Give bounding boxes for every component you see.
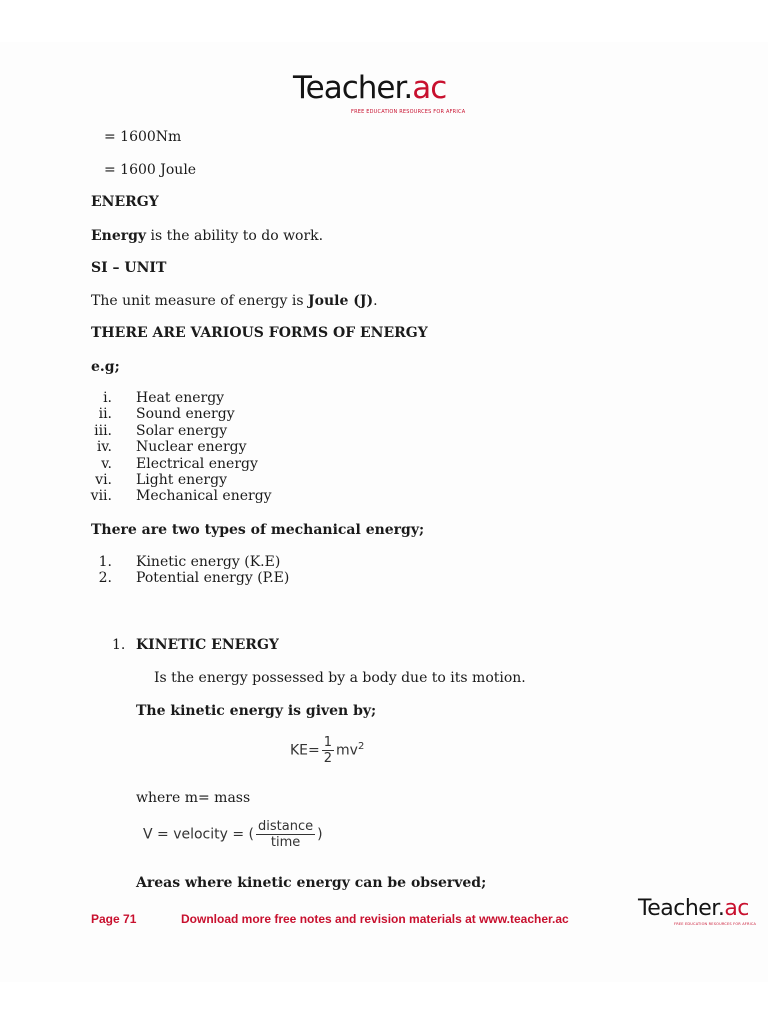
areas-heading: Areas where kinetic energy can be observed; bbox=[136, 875, 487, 891]
si-unit-heading: SI – UNIT bbox=[91, 260, 167, 276]
page-number: Page 71 bbox=[91, 912, 137, 926]
mechanical-types-heading: There are two types of mechanical energy; bbox=[91, 522, 425, 538]
kinetic-formula-intro: The kinetic energy is given by; bbox=[136, 703, 377, 719]
list-item-text: Kinetic energy (K.E) bbox=[136, 554, 281, 570]
list-item-number: 2. bbox=[98, 570, 112, 587]
energy-definition: Energy is the ability to do work. bbox=[91, 228, 324, 244]
equation-line-1: = 1600Nm bbox=[104, 129, 182, 145]
kinetic-energy-formula: KE= $\frac{1}{2}$ $mv^2$ bbox=[290, 735, 365, 766]
list-item-text: Light energy bbox=[136, 471, 227, 488]
list-item-text: Solar energy bbox=[136, 422, 228, 439]
list-item-text: Heat energy bbox=[136, 390, 225, 406]
list-item-text: Nuclear energy bbox=[136, 439, 247, 456]
eg-label: e.g; bbox=[91, 359, 120, 375]
unit-text: The unit measure of energy is Joule (J). bbox=[91, 293, 378, 309]
list-item-number: iii. bbox=[94, 422, 112, 439]
list-item-number: vi. bbox=[95, 471, 112, 488]
list-item-number: v. bbox=[101, 455, 112, 472]
mass-definition: where m= mass bbox=[136, 790, 251, 806]
list-item-number: i. bbox=[103, 390, 112, 406]
list-item-number: vii. bbox=[90, 488, 112, 505]
list-item-number: iv. bbox=[96, 439, 112, 456]
download-notice: Download more free notes and revision materials at www.teacher.ac bbox=[181, 912, 569, 926]
kinetic-definition: Is the energy possessed by a body due to its motion. bbox=[154, 670, 526, 686]
footer-logo-tagline: FREE EDUCATION RESOURCES FOR AFRICA bbox=[674, 922, 757, 926]
list-item-number: 1. bbox=[98, 554, 112, 570]
list-item-number: ii. bbox=[98, 406, 112, 423]
document-page bbox=[0, 42, 768, 982]
equation-line-2: = 1600 Joule bbox=[104, 162, 197, 178]
kinetic-number: 1. bbox=[112, 637, 126, 653]
list-item-text: Sound energy bbox=[136, 406, 235, 423]
footer-teacher-ac-logo: Teacher.ac FREE EDUCATION RESOURCES FOR AFRICA bbox=[638, 896, 757, 926]
list-item-text: Electrical energy bbox=[136, 455, 258, 472]
velocity-formula: V = velocity = ( $\frac{\text{distance}}{\text{time}}$ ) bbox=[143, 819, 323, 850]
teacher-ac-logo: Teacher.ac FREE EDUCATION RESOURCES FOR AFRICA bbox=[293, 70, 466, 115]
logo-tagline: FREE EDUCATION RESOURCES FOR AFRICA bbox=[351, 109, 466, 115]
kinetic-heading: KINETIC ENERGY bbox=[136, 637, 279, 653]
list-item-text: Mechanical energy bbox=[136, 488, 272, 505]
energy-heading: ENERGY bbox=[91, 194, 159, 210]
list-item-text: Potential energy (P.E) bbox=[136, 570, 290, 587]
forms-heading: THERE ARE VARIOUS FORMS OF ENERGY bbox=[91, 325, 428, 341]
